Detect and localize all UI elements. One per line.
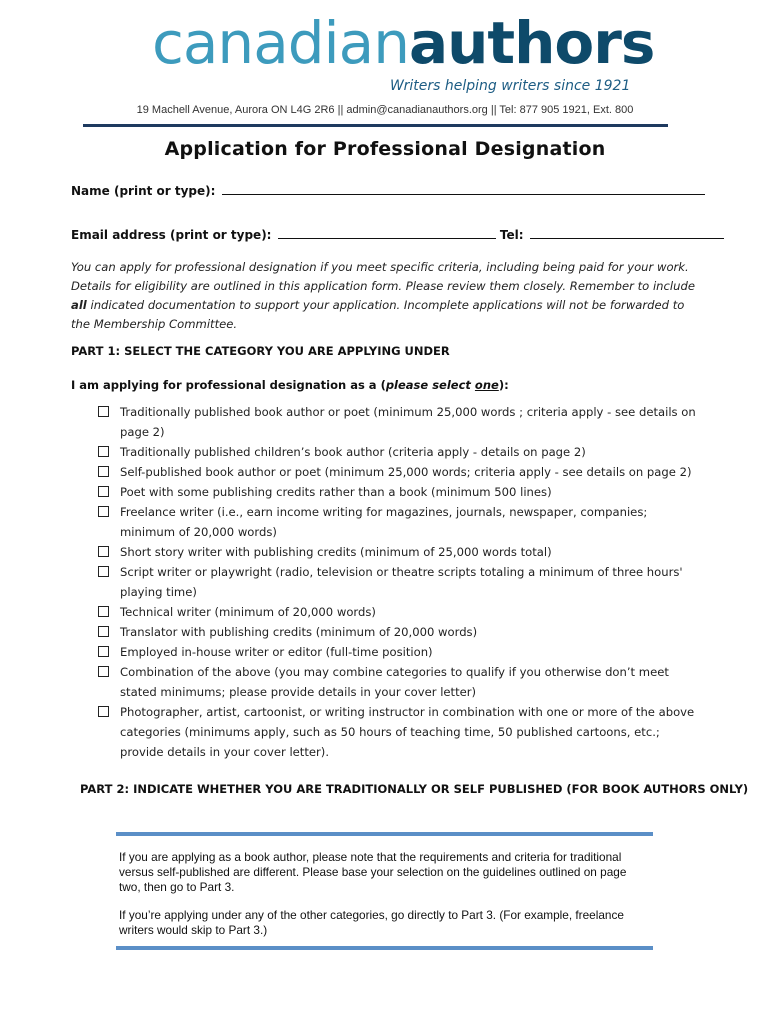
email-label: Email address (print or type): (71, 228, 272, 242)
category-option (98, 502, 698, 542)
option-label: Short story writer with publishing credits (minimum of 25,000 words total) (120, 545, 552, 559)
name-input-line[interactable] (222, 182, 705, 195)
category-option (98, 462, 698, 482)
category-option (98, 542, 698, 562)
option-label: Employed in-house writer or editor (full-time position) (120, 645, 433, 659)
part1-heading: PART 1: SELECT THE CATEGORY YOU ARE APPLYING UNDER (71, 344, 450, 358)
part1-prompt (71, 378, 509, 392)
tel-label: Tel: (499, 228, 524, 242)
email-input-line[interactable] (278, 226, 496, 239)
checkbox[interactable] (98, 646, 109, 657)
book-author-note: If you are applying as a book author, please note that the requirements and criteria for traditional versus self-published are different. Please base your selection on the guidelines outlined on page two, then go to Part 3. (119, 850, 627, 894)
header-divider (83, 124, 668, 127)
checkbox[interactable] (98, 406, 109, 417)
prompt-end: ): (498, 378, 509, 392)
category-option (98, 642, 698, 662)
intro-bold-all: all (71, 298, 87, 312)
intro-paragraph (71, 258, 701, 334)
contact-address: 19 Machell Avenue, Aurora ON L4G 2R6 || admin@canadianauthors.org || Tel: 877 905 1921, Ext. 800 (136, 104, 634, 116)
checkbox[interactable] (98, 546, 109, 557)
category-options-list (98, 402, 698, 762)
intro-text-2: indicated documentation to support your application. Incomplete applications will not be forwarded to the Membership Committee. (71, 298, 685, 331)
option-label: Combination of the above (you may combine categories to qualify if you otherwise don’t meet stated minimums; please provide details in your cover letter) (120, 665, 669, 699)
option-label: Translator with publishing credits (minimum of 20,000 words) (120, 625, 478, 639)
page-title: Application for Professional Designation (164, 138, 606, 160)
option-label: Poet with some publishing credits rather than a book (minimum 500 lines) (120, 485, 552, 499)
checkbox[interactable] (98, 666, 109, 677)
checkbox[interactable] (98, 706, 109, 717)
part2-heading: PART 2: INDICATE WHETHER YOU ARE TRADITIONALLY OR SELF PUBLISHED (FOR BOOK AUTHORS ONLY) (80, 782, 749, 796)
prompt-italic: please select (385, 378, 475, 392)
option-label: Traditionally published children’s book author (criteria apply - details on page 2) (120, 445, 586, 459)
category-option (98, 702, 698, 762)
category-option (98, 402, 698, 442)
other-categories-note: If you’re applying under any of the other categories, go directly to Part 3. (For example, freelance writers would skip to Part 3.) (119, 908, 624, 937)
category-option (98, 442, 698, 462)
option-label: Script writer or playwright (radio, television or theatre scripts totaling a minimum of three hours' playing time) (120, 565, 683, 599)
checkbox[interactable] (98, 626, 109, 637)
option-label: Self-published book author or poet (minimum 25,000 words; criteria apply - see details on page 2) (120, 465, 692, 479)
category-option (98, 562, 698, 602)
checkbox[interactable] (98, 506, 109, 517)
email-tel-field (71, 226, 724, 242)
option-label: Technical writer (minimum of 20,000 words) (120, 605, 376, 619)
checkbox[interactable] (98, 446, 109, 457)
intro-text-1: You can apply for professional designation if you meet specific criteria, including being paid for your work. Details for eligibility are outlined in this application form. Please review them closely. Remember to include (71, 260, 695, 293)
name-label: Name (print or type): (71, 184, 216, 198)
option-label: Photographer, artist, cartoonist, or writing instructor in combination with one or more of the above categories (minimums apply, such as 50 hours of teaching time, 50 published cartoons, etc.; provide details in your cover letter). (120, 705, 695, 759)
canadian-authors-logo (152, 9, 655, 77)
checkbox[interactable] (98, 486, 109, 497)
option-label: Traditionally published book author or poet (minimum 25,000 words ; criteria apply - see details on page 2) (120, 405, 696, 439)
note-bottom-divider (116, 946, 653, 950)
prompt-start: I am applying for professional designation as a ( (71, 378, 386, 392)
checkbox[interactable] (98, 466, 109, 477)
tel-input-line[interactable] (530, 226, 724, 239)
note-top-divider (116, 832, 653, 836)
category-option (98, 482, 698, 502)
logo-part-authors: authors (408, 9, 655, 77)
tagline: Writers helping writers since 1921 (390, 78, 631, 94)
category-option (98, 622, 698, 642)
checkbox[interactable] (98, 606, 109, 617)
category-option (98, 662, 698, 702)
option-label: Freelance writer (i.e., earn income writing for magazines, journals, newspaper, companies; minimum of 20,000 words) (120, 505, 648, 539)
category-option (98, 602, 698, 622)
prompt-underline-one: one (474, 378, 499, 392)
logo-part-canadian: canadian (152, 9, 409, 77)
name-field (71, 182, 705, 198)
checkbox[interactable] (98, 566, 109, 577)
